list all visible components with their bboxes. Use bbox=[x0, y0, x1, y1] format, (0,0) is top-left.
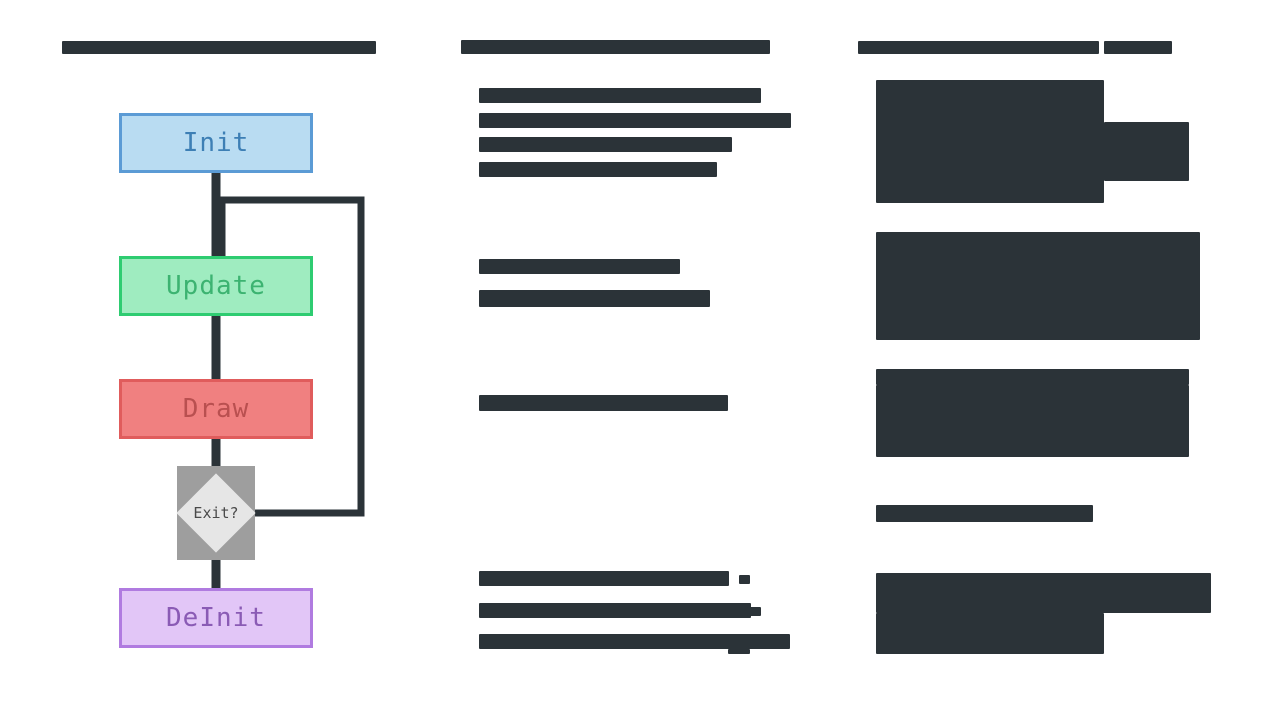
text-line bbox=[479, 395, 728, 411]
flow-node-draw[interactable] bbox=[119, 379, 313, 439]
flow-node-update[interactable] bbox=[119, 256, 313, 316]
content-panel bbox=[876, 613, 1104, 654]
text-line bbox=[479, 571, 729, 586]
flow-node-draw-label: Draw bbox=[182, 394, 250, 424]
text-line bbox=[739, 575, 750, 584]
text-line bbox=[479, 137, 732, 152]
text-line bbox=[479, 603, 751, 618]
flow-node-exit-label: Exit? bbox=[193, 504, 239, 522]
right-column-heading-bar bbox=[858, 41, 1099, 54]
text-line bbox=[738, 92, 761, 101]
text-line bbox=[479, 113, 791, 128]
flowchart-panel bbox=[0, 0, 440, 720]
content-panel bbox=[876, 505, 1093, 522]
flow-node-update-label: Update bbox=[166, 271, 266, 301]
flow-node-init-label: Init bbox=[182, 128, 250, 158]
content-panel bbox=[876, 573, 1211, 613]
middle-column-heading-bar bbox=[461, 40, 770, 54]
content-panel bbox=[876, 232, 1200, 340]
flow-node-exit-decision[interactable] bbox=[177, 466, 255, 560]
content-panel bbox=[876, 80, 1104, 203]
text-line bbox=[479, 259, 680, 274]
text-line bbox=[479, 634, 790, 649]
text-line bbox=[747, 607, 761, 616]
text-line bbox=[479, 162, 717, 177]
text-line bbox=[479, 290, 710, 307]
text-line bbox=[728, 649, 750, 654]
text-line bbox=[479, 88, 761, 103]
content-panel bbox=[876, 385, 1189, 457]
flow-node-deinit-label: DeInit bbox=[166, 603, 266, 633]
flow-node-deinit[interactable] bbox=[119, 588, 313, 648]
flow-node-init[interactable] bbox=[119, 113, 313, 173]
content-panel bbox=[1104, 122, 1189, 181]
content-panel bbox=[876, 369, 1189, 385]
left-column-heading-bar bbox=[62, 41, 376, 54]
right-column-heading-bar-secondary bbox=[1104, 41, 1172, 54]
